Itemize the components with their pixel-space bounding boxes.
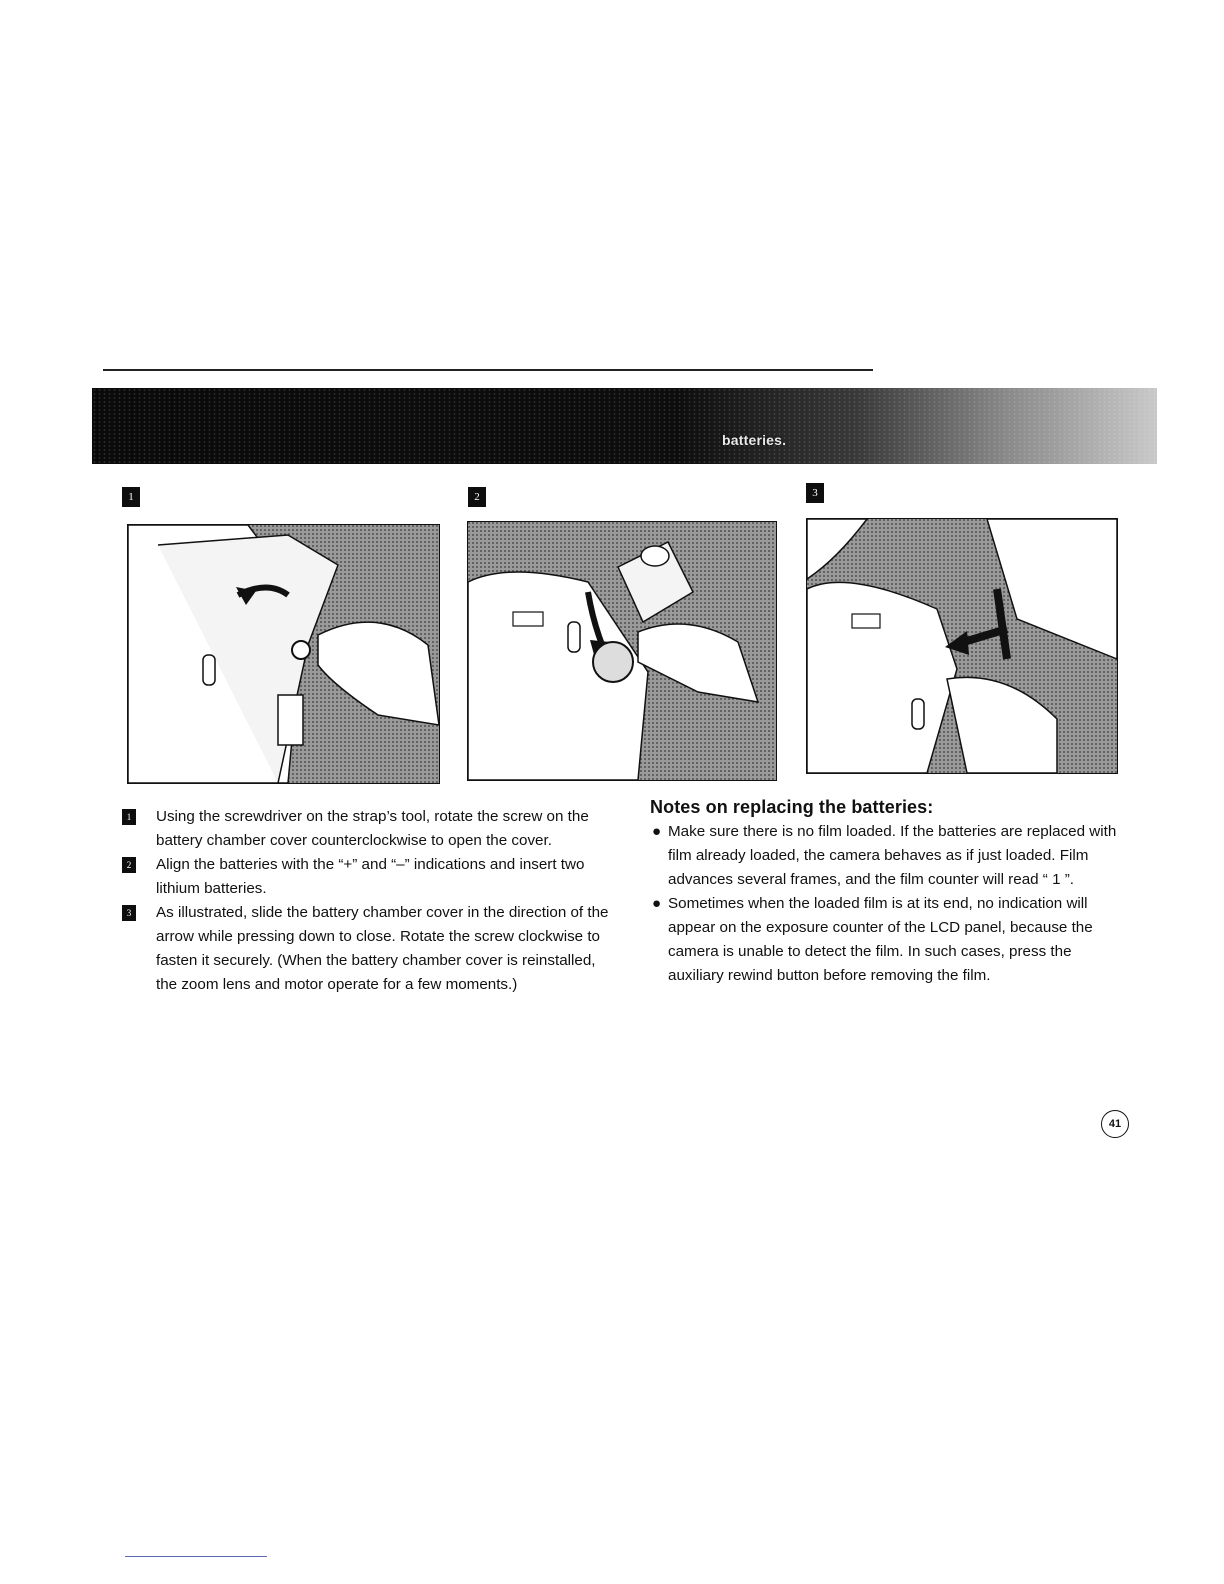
- figure-marker-1: 1: [122, 487, 140, 507]
- top-rule: [103, 369, 873, 371]
- note-item-2: [650, 892, 1130, 988]
- figure-marker-2: 2: [468, 487, 486, 507]
- page-number: 41: [1101, 1110, 1129, 1138]
- figure-3-close-cover: [806, 518, 1118, 774]
- notes-title: Notes on replacing the batteries:: [650, 797, 934, 817]
- figure-marker-3: 3: [806, 483, 824, 503]
- step-text-2: Align the batteries with the “+” and “–” indications and insert two lithium batteries.: [156, 856, 585, 897]
- step-marker-3: 3: [122, 905, 136, 921]
- step-marker-2: 2: [122, 857, 136, 873]
- bullet-icon: ●: [652, 823, 662, 840]
- note-text-1: Make sure there is no film loaded. If the batteries are replaced with film already loaded, the camera behaves as if just loaded. Film advances several frames, and the film counter will read “ 1 ”.: [668, 823, 1117, 888]
- figure-3-illustration: [807, 519, 1117, 773]
- note-text-2: Sometimes when the loaded film is at its end, no indication will appear on the exposure counter of the LCD panel, because the camera is unable to detect the film. In such cases, press the auxiliary rewind button before removing the film.: [668, 895, 1093, 984]
- section-title: batteries.: [722, 432, 787, 448]
- step-text-3: As illustrated, slide the battery chamber cover in the direction of the arrow while pressing down to close. Rotate the screw clockwise to fasten it securely. (When the battery chamber cover is reinstalled, the zoom lens and motor operate for a few moments.): [156, 904, 609, 993]
- step-marker-1: 1: [122, 809, 136, 825]
- bullet-icon: ●: [652, 895, 662, 912]
- section-banner: [92, 388, 1157, 464]
- figure-2-illustration: [468, 522, 776, 780]
- instruction-step-2: [122, 853, 612, 901]
- instruction-step-1: [122, 805, 612, 853]
- notes-section: [650, 797, 1130, 988]
- step-text-1: Using the screwdriver on the strap’s tool, rotate the screw on the battery chamber cover counterclockwise to open the cover.: [156, 808, 589, 849]
- bottom-rule: [125, 1556, 267, 1557]
- note-item-1: [650, 820, 1130, 892]
- figure-1-illustration: [128, 525, 439, 783]
- instruction-list: [122, 805, 612, 997]
- figure-2-insert-batteries: [467, 521, 777, 781]
- figure-1-open-cover: [127, 524, 440, 784]
- instruction-step-3: [122, 901, 612, 997]
